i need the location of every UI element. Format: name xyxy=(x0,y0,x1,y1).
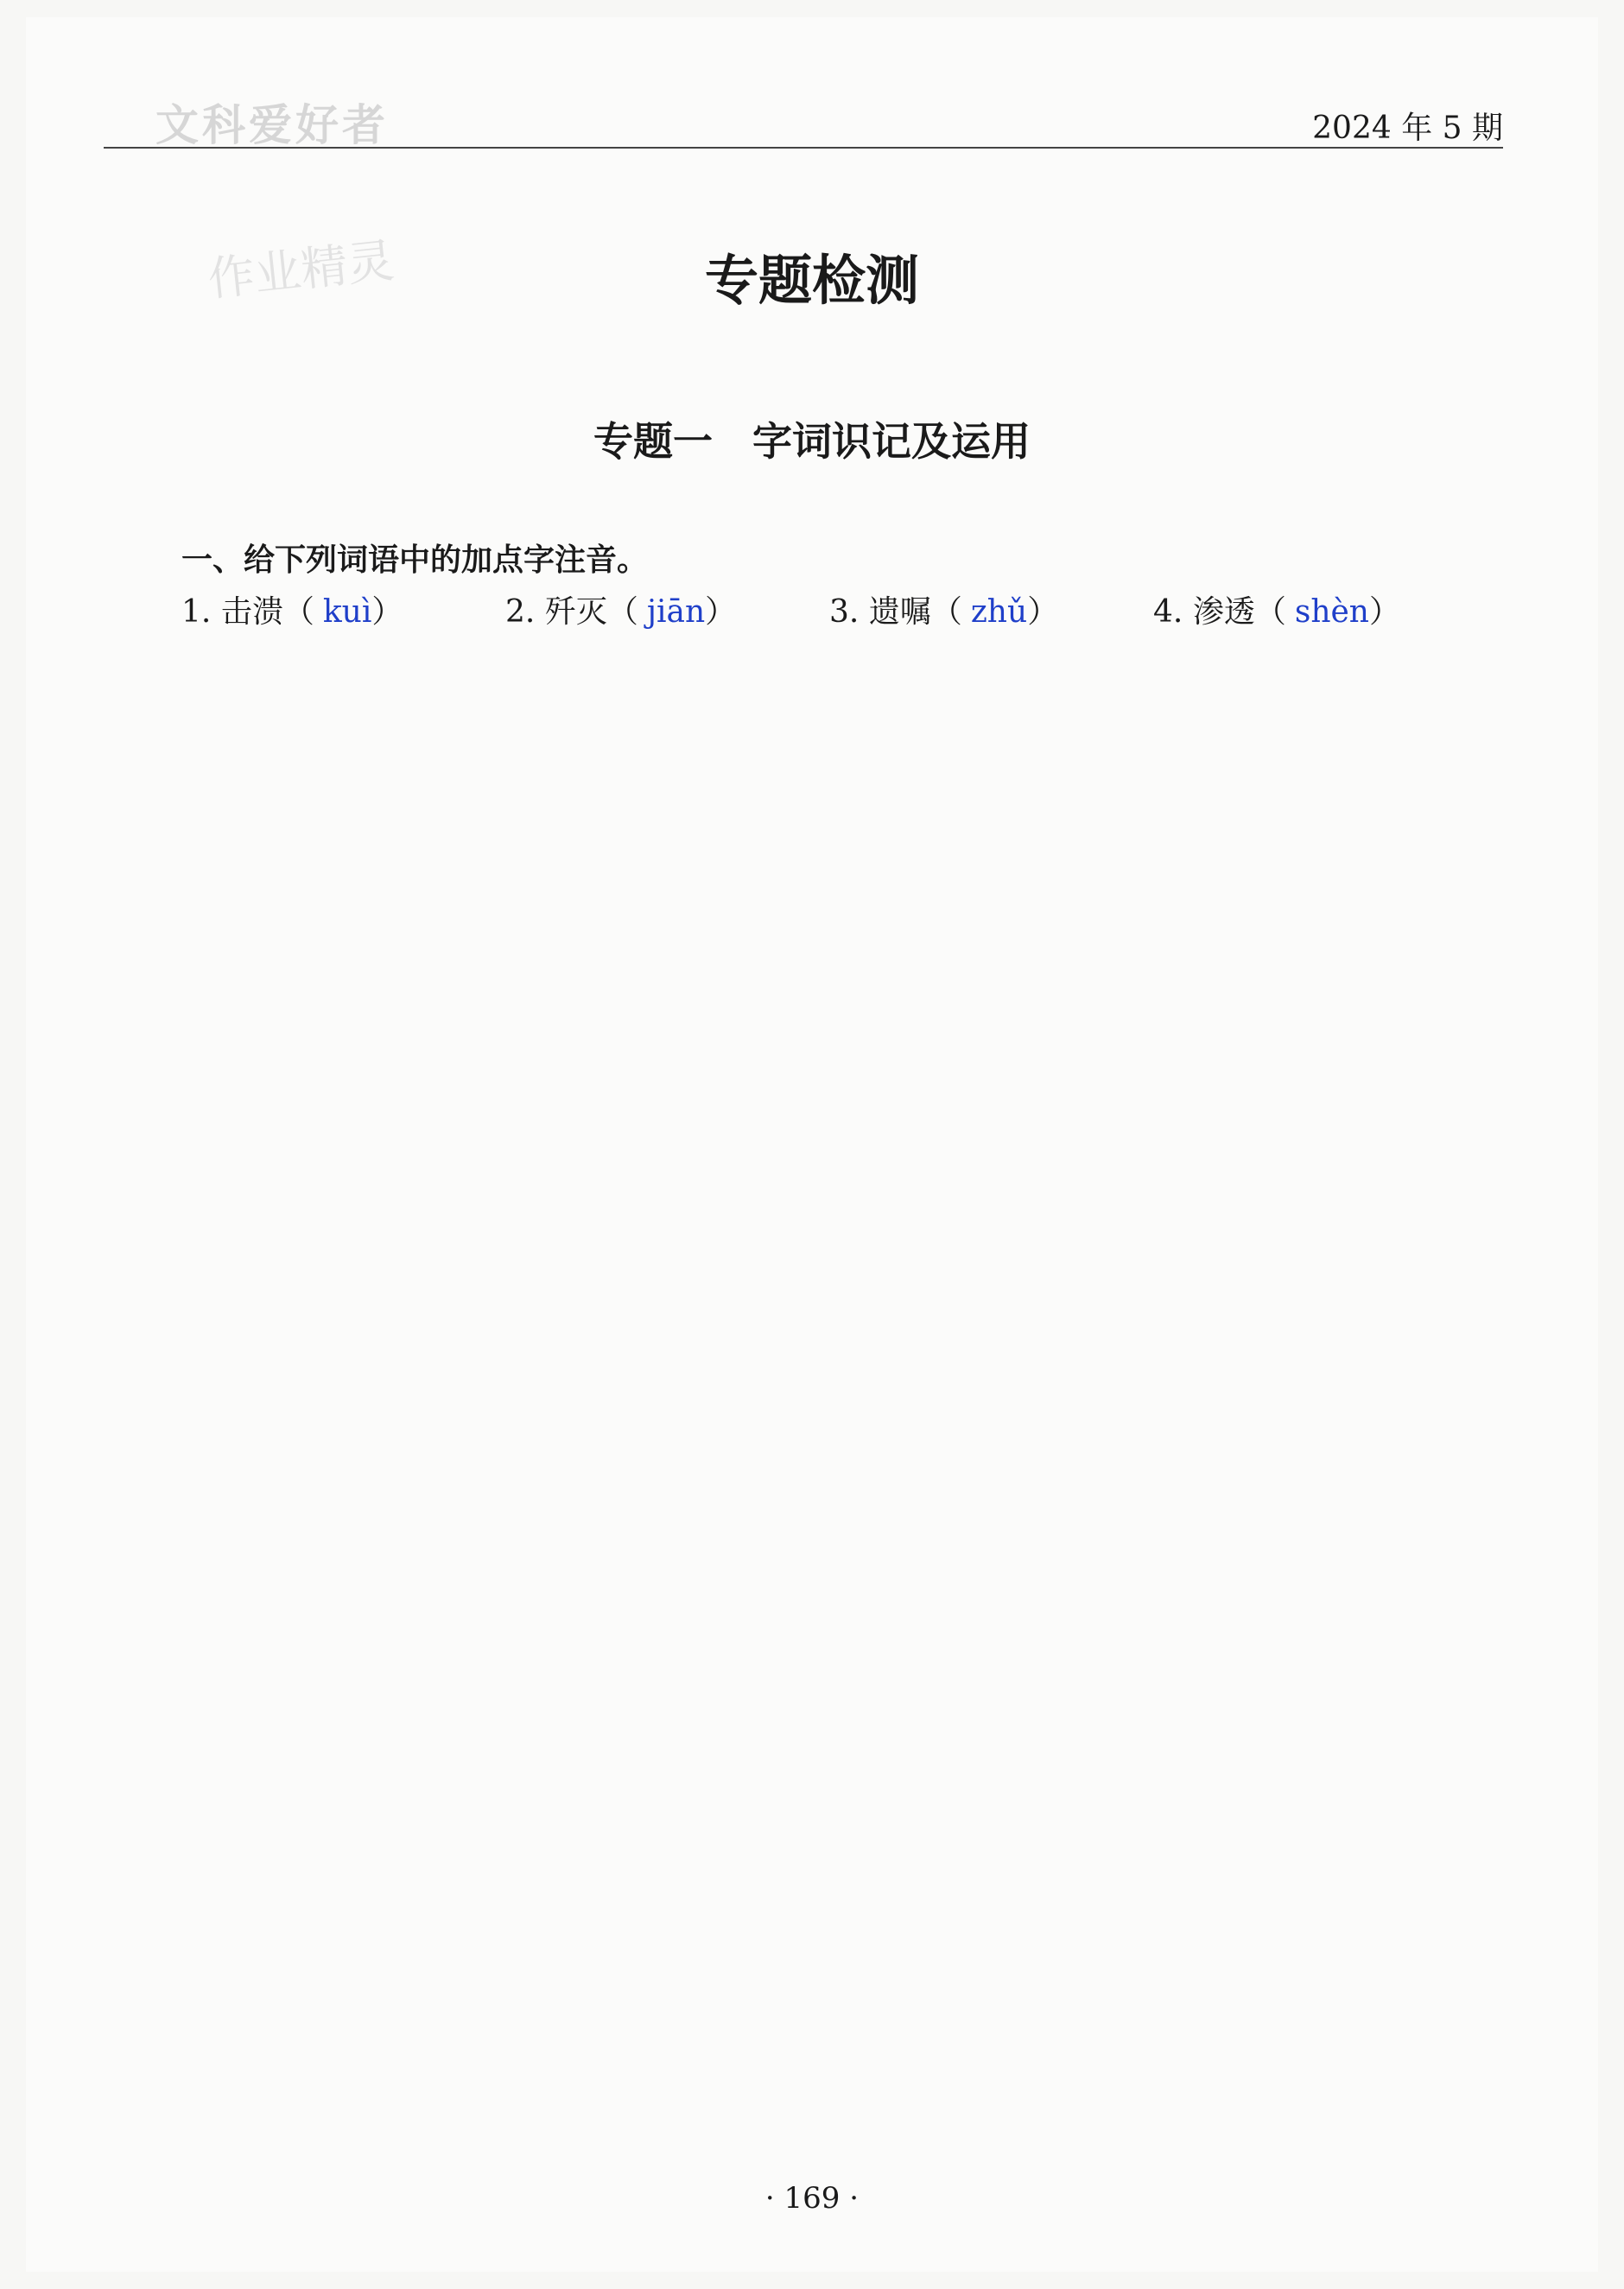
list-item: 4. 渗透（ shèn） xyxy=(1153,594,1401,630)
items-excerpt xyxy=(181,587,1477,631)
header xyxy=(104,86,1503,149)
list-item: 1. 击溃（ kuì） xyxy=(181,594,403,630)
list-item: 2. 歼灭（ jiān） xyxy=(505,594,737,630)
watermark: 作业精灵 xyxy=(205,232,397,308)
section-title: 专题一 字词识记及运用 xyxy=(593,418,1031,465)
question-instruction: 一、给下列词语中的加点字注音。 xyxy=(181,542,649,578)
issue-label: 2024 年 5 期 xyxy=(1312,111,1503,146)
page xyxy=(26,17,1598,2272)
page-number: · 169 · xyxy=(764,2181,860,2216)
magazine-logo: 文科爱好者 xyxy=(155,100,389,150)
list-item: 3. 遗嘱（ zhǔ） xyxy=(829,594,1059,630)
page-title: 专题检测 xyxy=(704,249,919,312)
